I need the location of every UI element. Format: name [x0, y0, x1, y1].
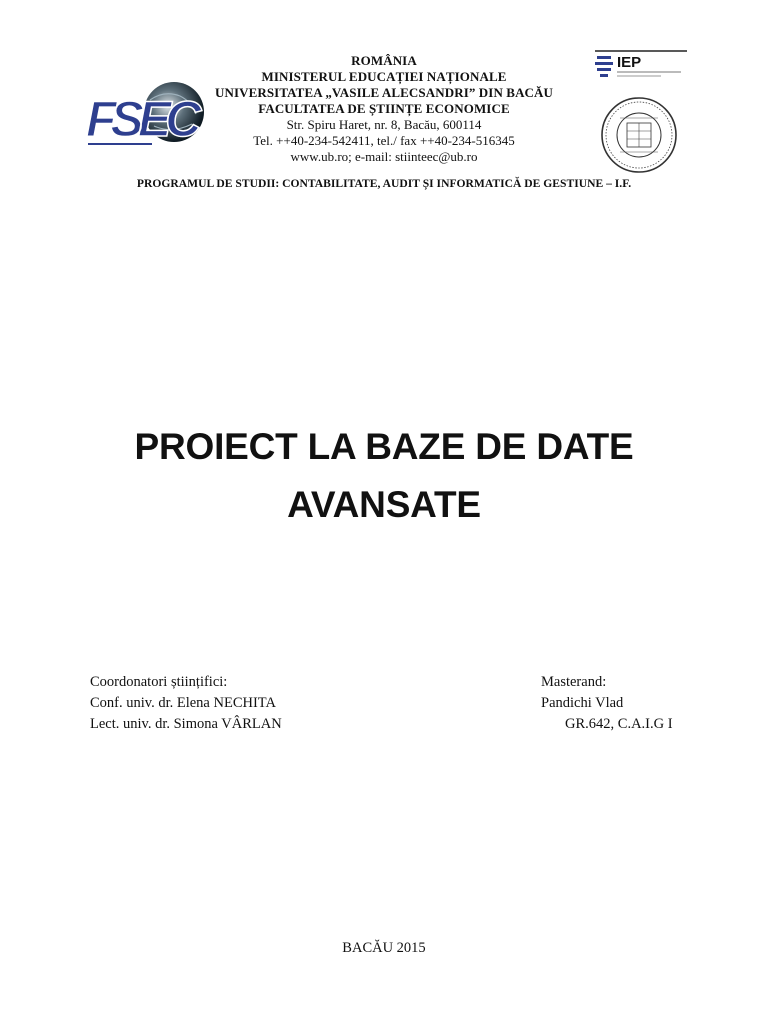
institution-header — [180, 53, 588, 165]
study-program: PROGRAMUL DE STUDII: CONTABILITATE, AUDIT ȘI INFORMATICĂ DE GESTIUNE – I.F. — [136, 177, 632, 190]
student-block — [541, 672, 673, 735]
coordinator-1: Conf. univ. dr. Elena NECHITA — [90, 695, 276, 711]
faculty-logo-text: FSEC — [86, 91, 196, 147]
student-label: Masterand: — [541, 674, 607, 690]
student-name: Pandichi Vlad — [541, 695, 624, 711]
coordinators-block — [90, 672, 282, 735]
iep-logo — [595, 47, 687, 83]
iep-logo-text: IEP — [617, 54, 642, 71]
university-name: UNIVERSITATEA „VASILE ALECSANDRI” DIN BACĂU — [214, 85, 554, 100]
city-year: BACĂU 2015 — [342, 940, 426, 956]
address-line: Str. Spiru Haret, nr. 8, Bacău, 600114 — [286, 117, 482, 132]
coordinator-2: Lect. univ. dr. Simona VÂRLAN — [90, 716, 282, 732]
faculty-name: FACULTATEA DE ȘTIINȚE ECONOMICE — [258, 101, 510, 116]
coordinators-label: Coordonatori științifici: — [90, 674, 228, 690]
student-group: GR.642, C.A.I.G I — [565, 716, 673, 732]
certification-seal — [600, 96, 678, 174]
ministry-name: MINISTERUL EDUCAȚIEI NAȚIONALE — [261, 69, 507, 84]
title-line-2: AVANSATE — [287, 484, 481, 525]
web-email-line: www.ub.ro; e-mail: stiinteec@ub.ro — [290, 149, 478, 164]
project-title — [60, 418, 708, 534]
title-line-1: PROIECT LA BAZE DE DATE — [134, 426, 634, 467]
country-name: ROMÂNIA — [351, 53, 417, 68]
phone-line: Tel. ++40-234-542411, tel./ fax ++40-234-516345 — [253, 133, 515, 148]
